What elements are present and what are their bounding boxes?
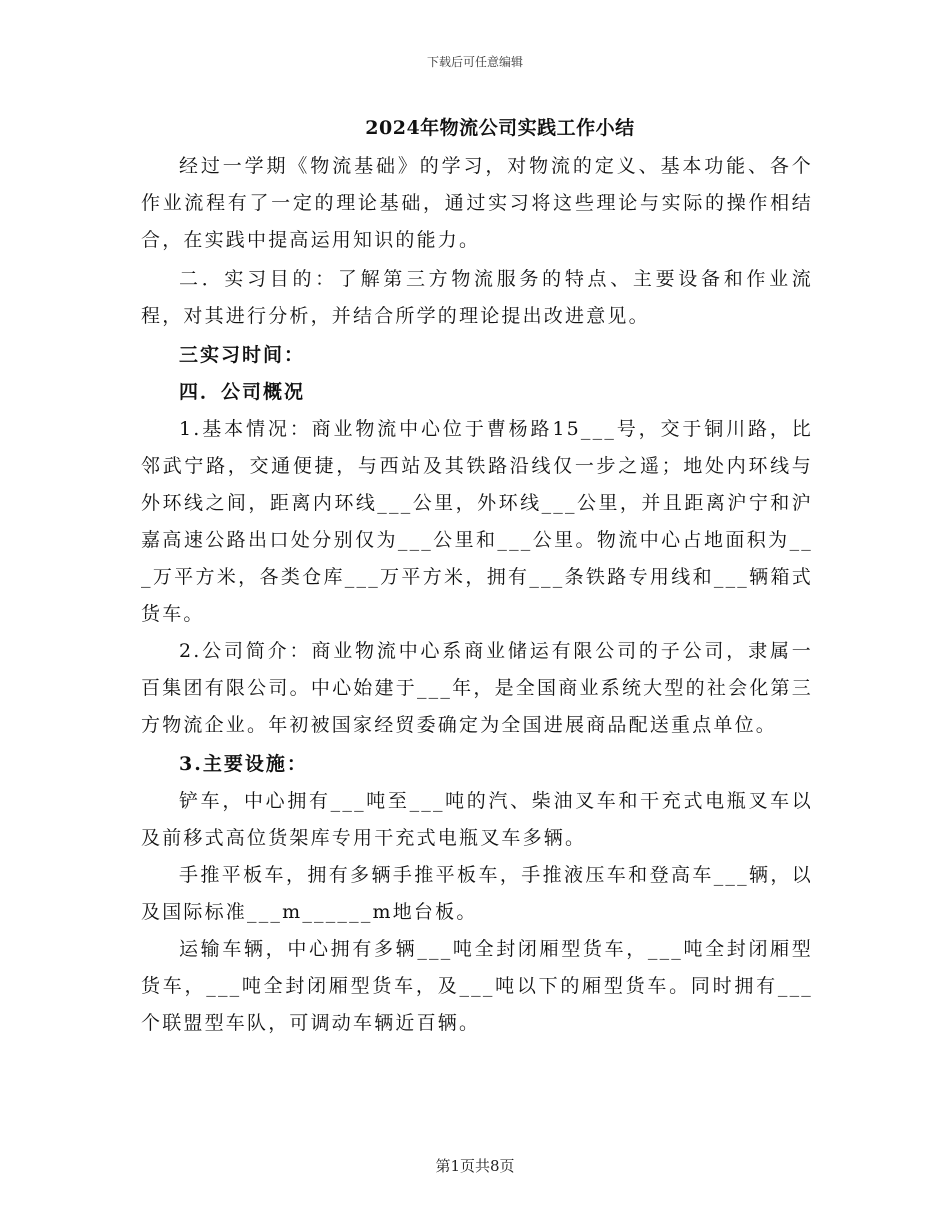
paragraph-transport-vehicles: 运输车辆，中心拥有多辆___吨全封闭厢型货车，___吨全封闭厢型货车，___吨全封闭厢型货车，及___吨以下的厢型货车。同时拥有___个联盟型车队，可调动车辆近百辆。 (141, 938, 813, 1034)
paragraph-company-intro: 2.公司简介：商业物流中心系商业储运有限公司的子公司，隶属一百集团有限公司。中心始建于___年，是全国商业系统大型的社会化第三方物流企业。年初被国家经贸委确定为全国进展商品配送重点单位。 (141, 640, 813, 736)
paragraph-hand-carts: 手推平板车，拥有多辆手推平板车，手推液压车和登高车___辆，以及国际标准___m______m地台板。 (141, 864, 813, 923)
heading-main-facilities: 3.主要设施： (179, 753, 308, 775)
document-title: 2024年物流公司实践工作小结 (365, 117, 635, 139)
heading-company-overview: 四．公司概况 (179, 381, 306, 403)
paragraph-forklifts: 铲车，中心拥有___吨至___吨的汽、柴油叉车和干充式电瓶叉车以及前移式高位货架库专用干充式电瓶叉车多辆。 (141, 790, 813, 849)
paragraph-intro: 经过一学期《物流基础》的学习，对物流的定义、基本功能、各个作业流程有了一定的理论基础，通过实习将这些理论与实际的操作相结合，在实践中提高运用知识的能力。 (141, 155, 813, 251)
header-note: 下载后可任意编辑 (426, 55, 523, 69)
document-body (141, 148, 813, 1042)
paragraph-basic-info: 1.基本情况：商业物流中心位于曹杨路15___号，交于铜川路，比邻武宁路，交通便捷，与西站及其铁路沿线仅一步之遥；地处内环线与外环线之间，距离内环线___公里，外环线___公里，并且距离沪宁和沪嘉高速公路出口处分别仅为___公里和___公里。物流中心占地面积为___万平方米，各类仓库___万平方米，拥有___条铁路专用线和___辆箱式货车。 (141, 418, 813, 625)
paragraph-purpose: 二．实习目的：了解第三方物流服务的特点、主要设备和作业流程，对其进行分析，并结合所学的理论提出改进意见。 (141, 268, 813, 327)
page-footer: 第1页共8页 (435, 1157, 515, 1175)
heading-internship-time: 三实习时间： (179, 344, 306, 366)
